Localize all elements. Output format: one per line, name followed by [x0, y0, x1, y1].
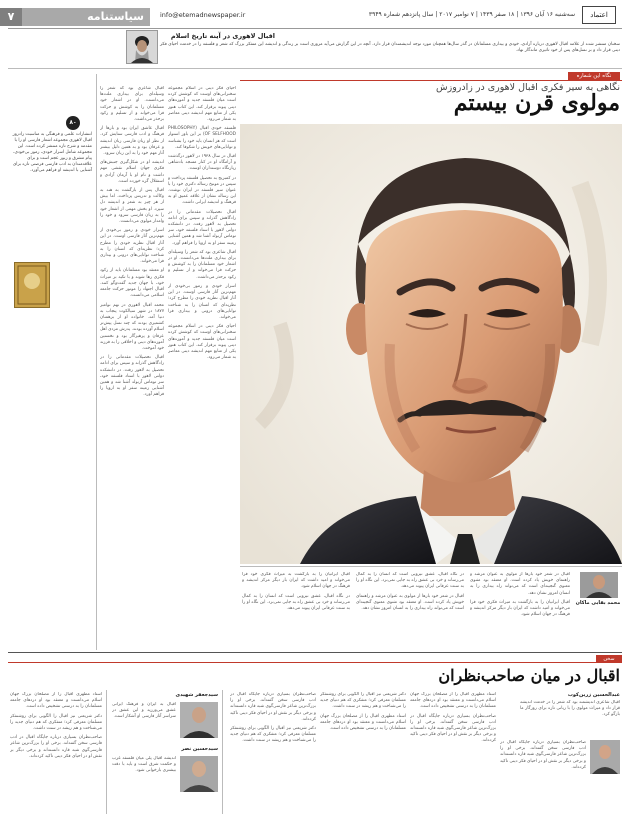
- bottom-col-5-para-c: صاحب‌نظران بسیاری درباره جایگاه اقبال در ادب فارسی سخن گفته‌اند. برخی او را بزرگ‌ترین شاعر فارسی‌گوی شبه قاره دانسته‌اند و برخی دیگر بر نقش او در احیای فکر دینی تاکید کرده‌اند.: [10, 735, 102, 759]
- article-column-d: [100, 86, 164, 648]
- col-c-para-3: اقبال در سال ۱۹۳۸ در لاهور درگذشت و آرامگاه او در کنار مسجد بادشاهی زیارتگاه دوستداران اوست.: [168, 154, 236, 172]
- top-summary-text: سخنان منتشر شده از علامه اقبال لاهوری درباره آزادی، خودی و بیداری مسلمانان در گذر سال‌ها همچنان مورد توجه اندیشمندان قرار دارد. آنچه در این گزارش می‌آید مروری است بر زندگی و اندیشه این متفکر بزرگ که شعر و فلسفه را در خدمت احیای فکر دینی قرار داد و بر نسل‌های پس از خود تاثیری ماندگار نهاد.: [160, 42, 620, 53]
- author-photo: [580, 572, 618, 598]
- under-a-para-2: اقبال ایرانیان را به بازگشت به میراث فکری خود فرا می‌خواند و امید داشت که ایران بار دیگر مرکز اندیشه و فرهنگ در جهان اسلام شود.: [470, 599, 570, 618]
- header-email[interactable]: info@etemadnewspaper.ir: [160, 11, 246, 19]
- author-name: محمد بقایی ماکان: [575, 600, 621, 606]
- col-d-para-2: اقبال عاشق ایران بود و بارها از فرهنگ و ادب فارسی ستایش کرد. از نظر او زبان فارسی زبان اندیشه و عرفان بود و به همین دلیل بیشتر آثار مهم خود را به این زبان سرود.: [100, 126, 164, 157]
- bottom-col-2-para-b: صاحب‌نظران بسیاری درباره جایگاه اقبال در ادب فارسی سخن گفته‌اند. برخی او را بزرگ‌ترین شاعر فارسی‌گوی شبه قاره دانسته‌اند و برخی دیگر بر نقش او در احیای فکر دینی تاکید کرده‌اند.: [410, 713, 496, 744]
- col-d-para-4: اقبال پس از بازگشت به هند به وکالت و تدریس پرداخت، اما بیش از هر چیز به شعر و اندیشه دل سپرد. او بخش مهمی از اشعار خود را به زبان فارسی سرود و خود را وامدار مولوی می‌دانست.: [100, 188, 164, 225]
- bottom-col-1: [500, 740, 586, 816]
- band-rule: [8, 68, 622, 69]
- col-c-para-6: اقبال شاعری بود که شعر را وسیله‌ای برای بیداری ملت‌ها می‌دانست. او در اشعار خود مسلمانان را به کوشش و حرکت فرا می‌خواند و از تسلیم و رکود برحذر می‌داشت.: [168, 249, 236, 280]
- under-column-c: [242, 572, 350, 648]
- col-d-para-6: او معتقد بود مسلمانان باید از رکود فکری رها شوند و با تکیه بر میراث خود، با جهان جدید گفت‌وگو کنند. اقبال اجتهاد را موتور حرکت جامعه اسلامی می‌دانست.: [100, 268, 164, 299]
- box1-photo: [590, 740, 620, 774]
- bottom-tag: سخن: [596, 655, 622, 663]
- under-column-b: [356, 572, 464, 648]
- bottom-rule: [8, 652, 622, 653]
- box2-name: سیدجعفر شهیدی: [175, 692, 218, 698]
- header-rule: [8, 28, 622, 29]
- box2-photo: [180, 702, 218, 738]
- col-d-para-3: اندیشه او در شکل‌گیری جنبش‌های فکری جهان اسلام نقشی مهم داشت و نام او با آرمان آزادی و استقلال گره خورده است.: [100, 160, 164, 184]
- header-date: سه‌شنبه ۱۶ آبان ۱۳۹۶ | ۱۸ صفر ۱۴۳۹ | ۷ نوامبر ۲۰۱۷ | سال پانزدهم شماره ۳۹۴۹: [368, 11, 575, 18]
- under-c-para-2: در نگاه اقبال، عشق نیرویی است که انسان را به کمال می‌رساند و خرد بی عشق راه به جایی نمی‌برد. این نگاه او را به سنت عرفانی ایران پیوند می‌دهد.: [242, 593, 350, 612]
- box-separator-2: [106, 690, 107, 814]
- box2-text: [112, 702, 176, 742]
- kicker-tag: نگاه این شماره: [568, 72, 620, 81]
- box3-para: اندیشه اقبال پلی میان فلسفه غرب و حکمت شرق است و باید با دقت بیشتری بازخوانی شود.: [112, 756, 176, 774]
- kicker-rule: [240, 80, 622, 81]
- col-c-para-1: احیای فکر دینی در اسلام مجموعه سخنرانی‌های اوست که کوشش کرده است میان فلسفه جدید و آموزه‌های دینی پیوند برقرار کند. این کتاب هنوز یکی از منابع مهم اندیشه دینی معاصر به شمار می‌رود.: [168, 86, 236, 123]
- box3-name: سیدحسین نصر: [181, 746, 218, 752]
- under-b-para: در نگاه اقبال، عشق نیرویی است که انسان را به کمال می‌رساند و خرد بی عشق راه به جایی نمی‌برد. این نگاه او را به سنت عرفانی ایران پیوند می‌دهد.: [356, 572, 464, 590]
- bottom-col-3-para-b: استاد مطهری اقبال را از مصلحان بزرگ جهان اسلام می‌دانست و معتقد بود او دردهای جامعه مسلمانان را به درستی تشخیص داده است.: [320, 713, 406, 732]
- box-separator: [222, 690, 223, 814]
- box2-para: اقبال به ایران و فرهنگ ایرانی عشق می‌ورزید و این عشق در سراسر آثار فارسی او آشکار است.: [112, 702, 176, 720]
- newspaper-logo: اعتماد: [582, 6, 616, 24]
- col-d-para-7: محمد اقبال لاهوری در نهم نوامبر ۱۸۷۷ در شهر سیالکوت پنجاب به دنیا آمد. خانواده او از برهمنان کشمیری بودند که چند نسل پیش‌تر اسلام آورده بودند. پدرش مردی اهل عرفان و پرهیزگار بود و نخستین آموزه‌های دینی و اخلاقی را به فرزند خود آموخت.: [100, 302, 164, 351]
- portrait-illustration: [240, 124, 622, 564]
- under-c-para: اقبال ایرانیان را به بازگشت به میراث فکری خود فرا می‌خواند و امید داشت که ایران بار دیگر مرکز اندیشه و فرهنگ در جهان اسلام شود.: [242, 572, 350, 590]
- col-c-para-5: اقبال تحصیلات مقدماتی را در زادگاهش گذراند و سپس برای ادامه تحصیل به لاهور رفت. در دانشکده دولتی لاهور با استاد فلسفه خود، سر توماس آرنولد آشنا شد و همین آشنایی زمینه سفر او به اروپا را فراهم آورد.: [168, 209, 236, 246]
- bottom-col-2-para: استاد مطهری اقبال را از مصلحان بزرگ جهان اسلام می‌دانست و معتقد بود او دردهای جامعه مسلمانان را به درستی تشخیص داده است.: [410, 692, 496, 710]
- box1-text: [520, 700, 620, 738]
- under-portrait-rule: [240, 566, 622, 567]
- col-c-para-4: در کمبریج به تحصیل فلسفه پرداخت و سپس در مونیخ رساله دکتری خود را با عنوان سیر فلسفه در ایران نوشت. این رساله نشان از علاقه عمیق او به فرهنگ و اندیشه ایرانی داشت.: [168, 175, 236, 206]
- box1-para: اقبال شاعری اندیشمند بود که شعر را در خدمت اندیشه قرار داد و میراث مولوی را با زبانی تازه برای روزگار ما بازگو کرد.: [520, 700, 620, 718]
- col-c-para-7: اسرار خودی و رموز بی‌خودی از مهم‌ترین آثار فارسی اوست. در این آثار اقبال نظریه خودی را مطرح کرد؛ نظریه‌ای که انسان را به شناخت توانایی‌های درونی و بیداری فرا می‌خواند.: [168, 283, 236, 320]
- bottom-col-4-para-b: دکتر شریعتی نیز اقبال را الگویی برای روشنفکر مسلمان معرفی کرد؛ متفکری که هم دنیای جدید را می‌شناخت و هم ریشه در سنت داشت.: [230, 726, 316, 744]
- bottom-col-5: [10, 692, 102, 816]
- sidebar-text: انتشارات علمی و فرهنگی به مناسبت زادروز اقبال لاهوری مجموعه اشعار فارسی او را با مقدمه و شرح تازه منتشر کرده است. این مجموعه شامل اسرار خودی، رموز بی‌خودی، پیام مشرق و زبور عجم است و برای علاقه‌مندان به ادب فارسی فرصتی تازه برای آشنایی با اندیشه او فراهم می‌آورد.: [12, 132, 92, 173]
- bottom-col-1-para: صاحب‌نظران بسیاری درباره جایگاه اقبال در ادب فارسی سخن گفته‌اند. برخی او را بزرگ‌ترین شاعر فارسی‌گوی شبه قاره دانسته‌اند و برخی دیگر بر نقش او در احیای فکر دینی تاکید کرده‌اند.: [500, 740, 586, 770]
- subheadline: نگاهی به سیر فکری اقبال لاهوری در زادروزش: [436, 82, 620, 93]
- bottom-headline: اقبال در میان صاحب‌نظران: [438, 666, 620, 685]
- headline: مولوی قرن بیستم: [453, 90, 620, 116]
- bottom-col-3: [320, 692, 406, 816]
- book-cover: [14, 262, 50, 308]
- col-c-para-8: احیای فکر دینی در اسلام مجموعه سخنرانی‌های اوست که کوشش کرده است میان فلسفه جدید و آموزه‌های دینی پیوند برقرار کند. این کتاب هنوز یکی از منابع مهم اندیشه دینی معاصر به شمار می‌رود.: [168, 324, 236, 361]
- box3-photo: [180, 756, 218, 792]
- sidebar-badge: ۸۰: [66, 116, 80, 130]
- bottom-tag-rule: [8, 662, 622, 663]
- col-d-para-8: اقبال تحصیلات مقدماتی را در زادگاهش گذراند و سپس برای ادامه تحصیل به لاهور رفت. در دانشکده دولتی لاهور با استاد فلسفه خود، سر توماس آرنولد آشنا شد و همین آشنایی زمینه سفر او به اروپا را فراهم آورد.: [100, 355, 164, 398]
- bottom-col-4-para: صاحب‌نظران بسیاری درباره جایگاه اقبال در ادب فارسی سخن گفته‌اند. برخی او را بزرگ‌ترین شاعر فارسی‌گوی شبه قاره دانسته‌اند و برخی دیگر بر نقش او در احیای فکر دینی تاکید کرده‌اند.: [230, 692, 316, 722]
- top-portrait-photo: [126, 30, 158, 64]
- col-d-para-5: اسرار خودی و رموز بی‌خودی از مهم‌ترین آثار فارسی اوست. در این آثار اقبال نظریه خودی را مطرح کرد؛ نظریه‌ای که انسان را به شناخت توانایی‌های درونی و بیداری فرا می‌خواند.: [100, 228, 164, 265]
- under-b-para-2: اقبال در شعر خود بارها از مولوی به عنوان مرشد و راهنمای خویش یاد کرده است. او معتقد بود مثنوی معنوی گنجینه‌ای است که می‌تواند راه بیداری را به انسان امروز نشان دهد.: [356, 593, 464, 612]
- under-column-a: [470, 572, 570, 648]
- col-d-para-1: اقبال شاعری بود که شعر را وسیله‌ای برای بیداری ملت‌ها می‌دانست. او در اشعار خود مسلمانان را به کوشش و حرکت فرا می‌خواند و از تسلیم و رکود برحذر می‌داشت.: [100, 86, 164, 123]
- bottom-col-5-para-b: دکتر شریعتی نیز اقبال را الگویی برای روشنفکر مسلمان معرفی کرد؛ متفکری که هم دنیای جدید را می‌شناخت و هم ریشه در سنت داشت.: [10, 713, 102, 732]
- article-column-c: [168, 86, 236, 648]
- box1-name: عبدالحسین زرین‌کوب: [567, 692, 620, 698]
- column-rule: [96, 74, 97, 650]
- box3-text: [112, 756, 176, 814]
- bottom-col-4: [230, 692, 316, 816]
- bottom-col-5-para: استاد مطهری اقبال را از مصلحان بزرگ جهان اسلام می‌دانست و معتقد بود او دردهای جامعه مسلمانان را به درستی تشخیص داده است.: [10, 692, 102, 710]
- bottom-col-2: [410, 692, 496, 816]
- col-c-para-2: فلسفه خودی اقبال (PHILOSOPHY OF SELFHOOD) بر این باور استوار است که هر انسان باید خود را بشناسد و توانایی‌های خویش را شکوفا کند.: [168, 126, 236, 150]
- top-caption: اقبال لاهوری در آینه تاریخ اسلام: [170, 32, 275, 40]
- section-title: سیاستنامه: [87, 10, 144, 23]
- bottom-col-3-para: دکتر شریعتی نیز اقبال را الگویی برای روشنفکر مسلمان معرفی کرد؛ متفکری که هم دنیای جدید را می‌شناخت و هم ریشه در سنت داشت.: [320, 692, 406, 710]
- page-number: ۷: [0, 8, 22, 26]
- under-a-para: اقبال در شعر خود بارها از مولوی به عنوان مرشد و راهنمای خویش یاد کرده است. او معتقد بود مثنوی معنوی گنجینه‌ای است که می‌تواند راه بیداری را به انسان امروز نشان دهد.: [470, 572, 570, 596]
